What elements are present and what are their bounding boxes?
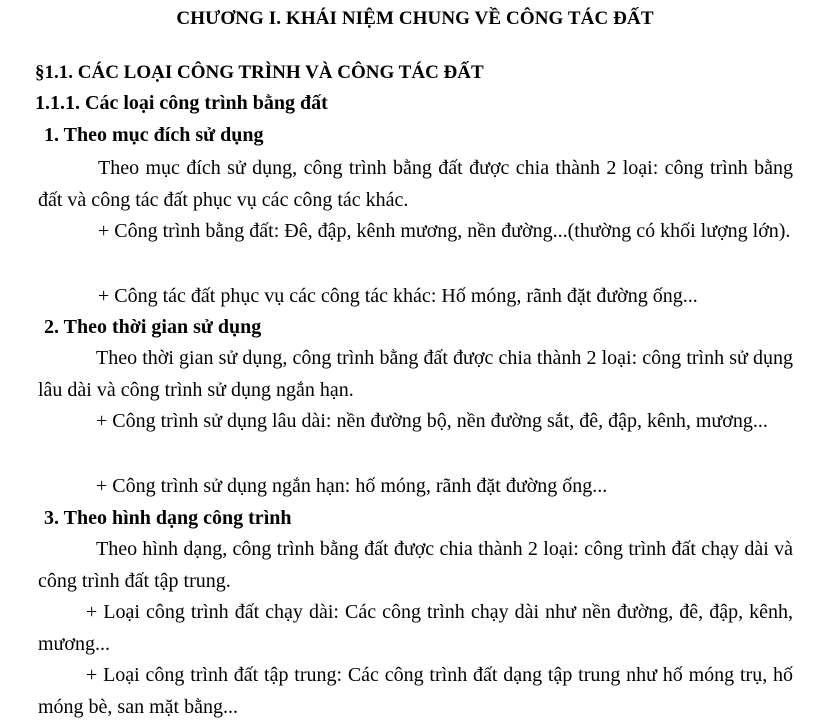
- subsection-title: 1.1.1. Các loại công trình bằng đất: [35, 92, 328, 114]
- item-point-short-term: + Công trình sử dụng ngắn hạn: hố móng, rãnh đặt đường ống...: [96, 475, 608, 497]
- item-heading-purpose: 1. Theo mục đích sử dụng: [44, 124, 264, 146]
- item-point-linear: + Loại công trình đất chạy dài: Các công trình chạy dài như nền đường, đê, đập, kênh, mương...: [38, 601, 793, 655]
- item-point-supporting-works: + Công tác đất phục vụ các công tác khác: Hố móng, rãnh đặt đường ống...: [98, 285, 698, 307]
- item-intro-shape: Theo hình dạng, công trình bằng đất được chia thành 2 loại: công trình đất chạy dài và công trình đất tập trung.: [38, 538, 793, 592]
- item-point-long-term: + Công trình sử dụng lâu dài: nền đường bộ, nền đường sắt, đê, đập, kênh, mương...: [96, 410, 768, 432]
- item-intro-duration: Theo thời gian sử dụng, công trình bằng đất được chia thành 2 loại: công trình sử dụng lâu dài và công trình sử dụng ngắn hạn.: [38, 347, 793, 401]
- item-heading-duration: 2. Theo thời gian sử dụng: [44, 316, 262, 338]
- item-point-concentrated: + Loại công trình đất tập trung: Các công trình đất dạng tập trung như hố móng trụ, hố móng bè, san mặt bằng...: [38, 664, 793, 718]
- item-intro-purpose: Theo mục đích sử dụng, công trình bằng đất được chia thành 2 loại: công trình bằng đất và công tác đất phục vụ các công tác khác.: [38, 157, 793, 211]
- item-heading-shape: 3. Theo hình dạng công trình: [44, 507, 292, 529]
- item-point-earthworks: + Công trình bằng đất: Đê, đập, kênh mương, nền đường...(thường có khối lượng lớn).: [98, 220, 791, 242]
- chapter-title: CHƯƠNG I. KHÁI NIỆM CHUNG VỀ CÔNG TÁC ĐẤT: [176, 8, 654, 29]
- section-title: §1.1. CÁC LOẠI CÔNG TRÌNH VÀ CÔNG TÁC ĐẤT: [35, 62, 484, 83]
